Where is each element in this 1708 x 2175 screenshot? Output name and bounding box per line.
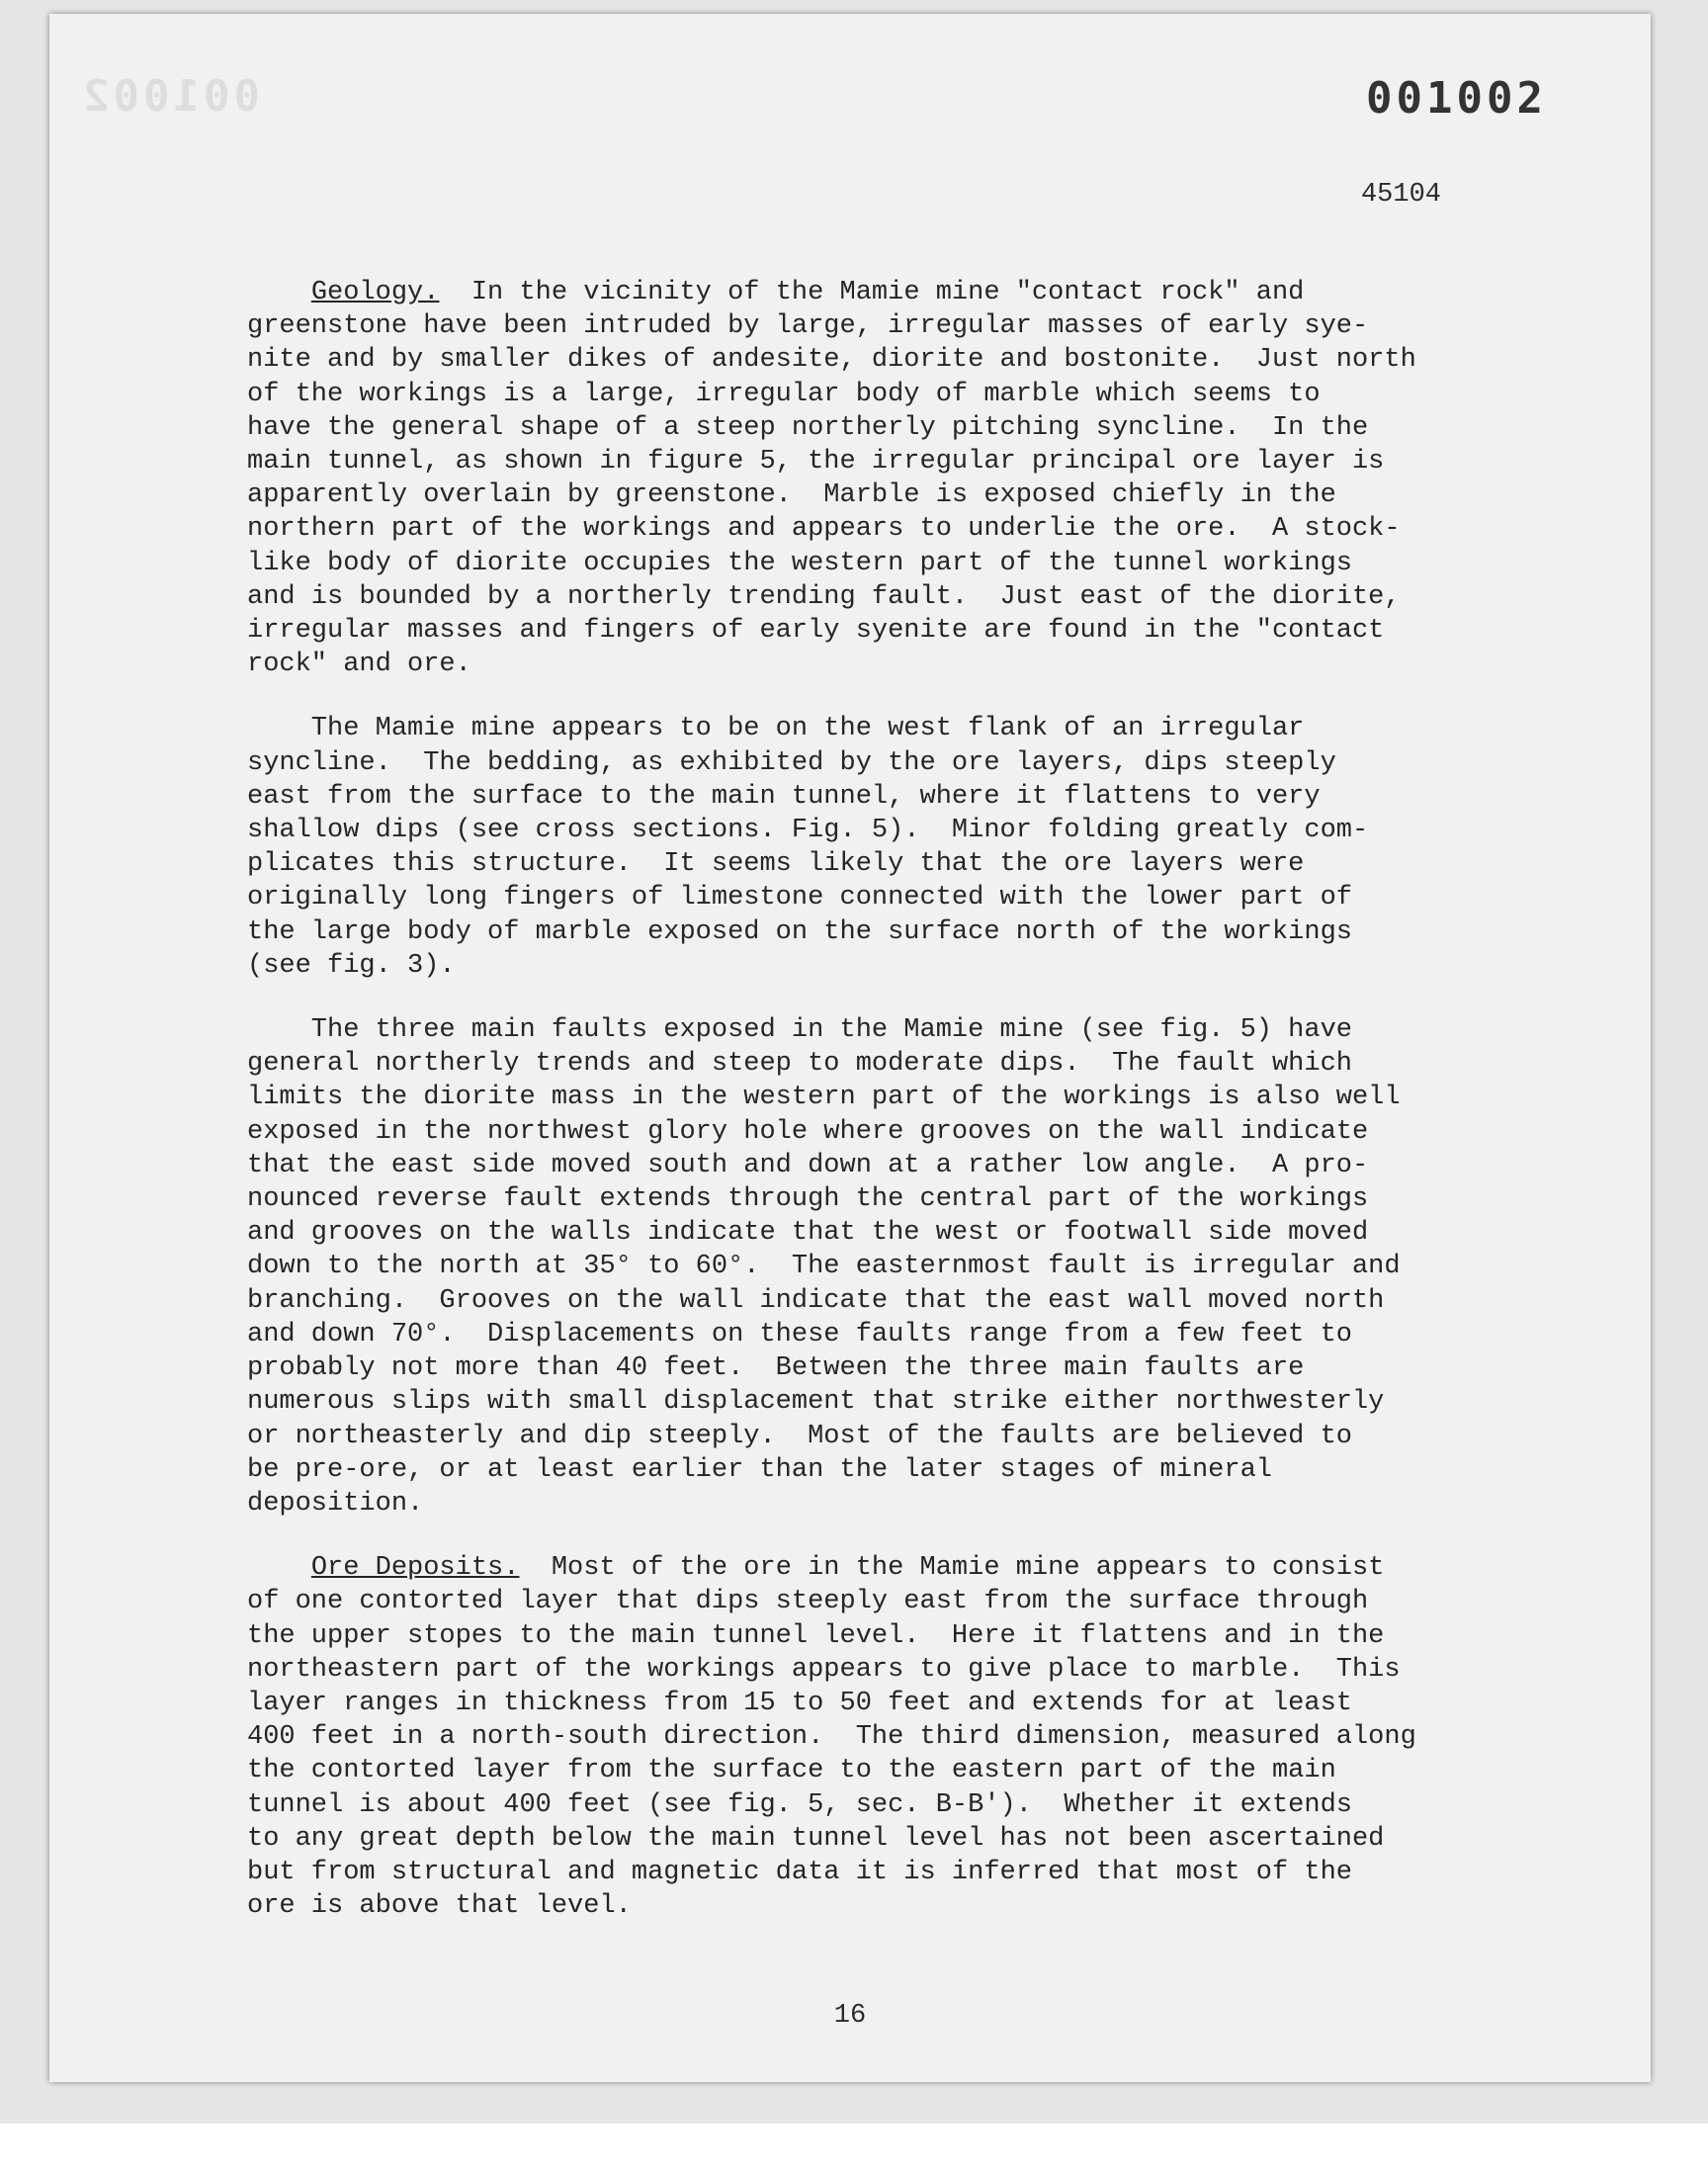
text-line: shallow dips (see cross sections. Fig. 5). Minor folding greatly com- bbox=[247, 816, 1369, 846]
text-line: 400 feet in a north-south direction. The third dimension, measured along bbox=[247, 1722, 1416, 1753]
document-number: 45104 bbox=[1360, 180, 1441, 210]
text-line: Geology. In the vicinity of the Mamie mine "contact rock" and bbox=[310, 278, 1305, 307]
text-line: be pre-ore, or at least earlier than the later stages of mineral bbox=[247, 1454, 1272, 1485]
show-through-stamp: 001002 bbox=[79, 71, 260, 122]
text-line: main tunnel, as shown in figure 5, the irregular principal ore layer is bbox=[247, 447, 1385, 478]
text-line: but from structural and magnetic data it is inferred that most of the bbox=[247, 1857, 1352, 1887]
text-line: the large body of marble exposed on the surface north of the workings bbox=[247, 916, 1352, 947]
text-line: general northerly trends and steep to moderate dips. The fault which bbox=[247, 1049, 1352, 1080]
text-line: northeastern part of the workings appears to give place to marble. This bbox=[247, 1654, 1401, 1685]
text-line: east from the surface to the main tunnel, where it flattens to very bbox=[247, 781, 1321, 812]
text-line: the contorted layer from the surface to the eastern part of the main bbox=[247, 1756, 1336, 1786]
document-page bbox=[49, 14, 1651, 2082]
text-line: plicates this structure. It seems likely that the ore layers were bbox=[247, 849, 1305, 880]
text-line: the upper stopes to the main tunnel level. Here it flattens and in the bbox=[247, 1620, 1385, 1651]
text-line: deposition. bbox=[247, 1488, 424, 1519]
text-line: and grooves on the walls indicate that the west or footwall side moved bbox=[247, 1218, 1369, 1249]
scan-bottom-margin bbox=[0, 2124, 1708, 2175]
text-line: nounced reverse fault extends through the central part of the workings bbox=[247, 1184, 1369, 1215]
text-line: to any great depth below the main tunnel level has not been ascertained bbox=[247, 1823, 1385, 1854]
text-line: have the general shape of a steep northerly pitching syncline. In the bbox=[247, 412, 1369, 443]
text-line: and down 70°. Displacements on these faults range from a few feet to bbox=[247, 1319, 1352, 1349]
text-line: layer ranges in thickness from 15 to 50 feet and extends for at least bbox=[247, 1688, 1352, 1718]
text-line: of the workings is a large, irregular body of marble which seems to bbox=[247, 379, 1321, 409]
section-heading: Ore Deposits. bbox=[310, 1553, 520, 1584]
paragraph bbox=[247, 1551, 1532, 1923]
text-line: probably not more than 40 feet. Between the three main faults are bbox=[247, 1353, 1305, 1384]
text-line: The three main faults exposed in the Mamie mine (see fig. 5) have bbox=[247, 1015, 1352, 1046]
text-line: northern part of the workings and appears to underlie the ore. A stock- bbox=[247, 514, 1401, 545]
text-line: tunnel is about 400 feet (see fig. 5, sec. B-B'). Whether it extends bbox=[247, 1789, 1352, 1820]
text-line: (see fig. 3). bbox=[247, 950, 456, 981]
text-line: nite and by smaller dikes of andesite, diorite and bostonite. Just north bbox=[247, 345, 1416, 376]
text-line: rock" and ore. bbox=[247, 650, 471, 680]
text-line: The Mamie mine appears to be on the west flank of an irregular bbox=[247, 714, 1305, 744]
text-line: syncline. The bedding, as exhibited by the ore layers, dips steeply bbox=[247, 747, 1336, 778]
text-line: Ore Deposits. Most of the ore in the Mamie mine appears to consist bbox=[310, 1553, 1385, 1584]
text-line: greenstone have been intruded by large, irregular masses of early sye- bbox=[247, 311, 1369, 342]
text-line: of one contorted layer that dips steeply east from the surface through bbox=[247, 1587, 1369, 1617]
text-line: down to the north at 35° to 60°. The easternmost fault is irregular and bbox=[247, 1252, 1401, 1282]
paragraph bbox=[247, 1013, 1532, 1521]
text-line: ore is above that level. bbox=[247, 1891, 632, 1922]
text-line: and is bounded by a northerly trending fault. Just east of the diorite, bbox=[247, 581, 1401, 612]
text-line: like body of diorite occupies the western part of the tunnel workings bbox=[247, 548, 1352, 578]
text-line: originally long fingers of limestone connected with the lower part of bbox=[247, 883, 1352, 914]
text-line: limits the diorite mass in the western part of the workings is also well bbox=[247, 1083, 1401, 1113]
text-line: numerous slips with small displacement that strike either northwesterly bbox=[247, 1387, 1385, 1418]
text-line: apparently overlain by greenstone. Marble is exposed chiefly in the bbox=[247, 480, 1336, 511]
paragraph bbox=[247, 712, 1532, 983]
text-line: that the east side moved south and down at a rather low angle. A pro- bbox=[247, 1150, 1369, 1180]
text-line: irregular masses and fingers of early syenite are found in the "contact bbox=[247, 616, 1385, 647]
body-text bbox=[247, 276, 1532, 1954]
text-line: exposed in the northwest glory hole where grooves on the wall indicate bbox=[247, 1116, 1369, 1147]
document-stamp-number: 001002 bbox=[1366, 73, 1547, 124]
page-number: 16 bbox=[833, 2001, 867, 2031]
paragraph bbox=[247, 276, 1532, 681]
section-heading: Geology. bbox=[310, 278, 440, 307]
text-line: branching. Grooves on the wall indicate that the east wall moved north bbox=[247, 1285, 1385, 1316]
text-line: or northeasterly and dip steeply. Most of the faults are believed to bbox=[247, 1421, 1352, 1451]
